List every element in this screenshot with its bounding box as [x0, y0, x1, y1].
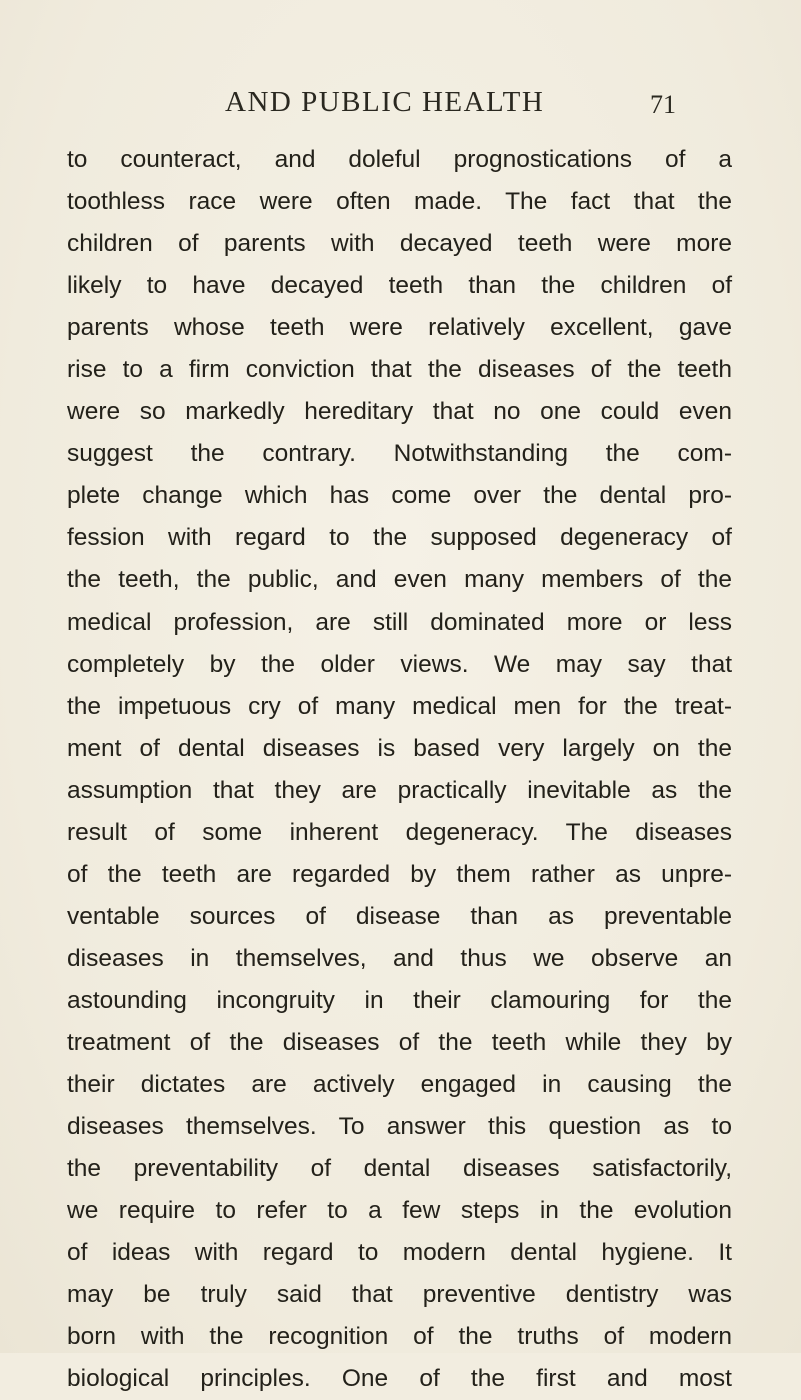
text-line: of ideas with regard to modern dental hygiene. It	[67, 1239, 732, 1267]
text-line: treatment of the diseases of the teeth while they by	[67, 1028, 732, 1056]
running-head	[0, 86, 801, 126]
text-line: the impetuous cry of many medical men for the treat-	[67, 692, 732, 720]
page-number: 71	[650, 90, 676, 119]
text-line: to counteract, and doleful prognostications of a	[67, 146, 732, 173]
text-line: of the teeth are regarded by them rather as unpre-	[67, 860, 732, 888]
text-line: assumption that they are practically inevitable as the	[67, 776, 732, 804]
text-line: we require to refer to a few steps in the evolution	[67, 1197, 732, 1225]
text-line: parents whose teeth were relatively excellent, gave	[67, 314, 732, 342]
text-line: the teeth, the public, and even many members of the	[67, 566, 732, 594]
text-line: born with the recognition of the truths of modern	[67, 1323, 732, 1351]
text-line: ventable sources of disease than as preventable	[67, 902, 732, 930]
text-line: were so markedly hereditary that no one could even	[67, 398, 732, 426]
text-line: may be truly said that preventive dentistry was	[67, 1281, 732, 1309]
body-text	[67, 139, 732, 1400]
running-head-title: AND PUBLIC HEALTH	[225, 86, 545, 118]
text-line: their dictates are actively engaged in causing the	[67, 1071, 732, 1099]
text-line: ment of dental diseases is based very largely on the	[67, 734, 732, 762]
text-line: diseases themselves. To answer this question as to	[67, 1113, 732, 1141]
text-line: plete change which has come over the dental pro-	[67, 482, 732, 510]
text-line: biological principles. One of the first and most	[67, 1365, 732, 1393]
text-line: children of parents with decayed teeth were more	[67, 230, 732, 258]
text-line: medical profession, are still dominated more or less	[67, 608, 732, 636]
text-line: the preventability of dental diseases satisfactorily,	[67, 1155, 732, 1183]
text-line: diseases in themselves, and thus we observe an	[67, 944, 732, 972]
text-line: fession with regard to the supposed degeneracy of	[67, 524, 732, 552]
text-line: astounding incongruity in their clamouring for the	[67, 986, 732, 1014]
text-line: toothless race were often made. The fact that the	[67, 188, 732, 216]
text-line: result of some inherent degeneracy. The diseases	[67, 818, 732, 846]
text-line: likely to have decayed teeth than the children of	[67, 272, 732, 300]
text-line: suggest the contrary. Notwithstanding the com-	[67, 440, 732, 468]
text-line: completely by the older views. We may say that	[67, 650, 732, 678]
text-line: rise to a firm conviction that the diseases of the teeth	[67, 356, 732, 384]
